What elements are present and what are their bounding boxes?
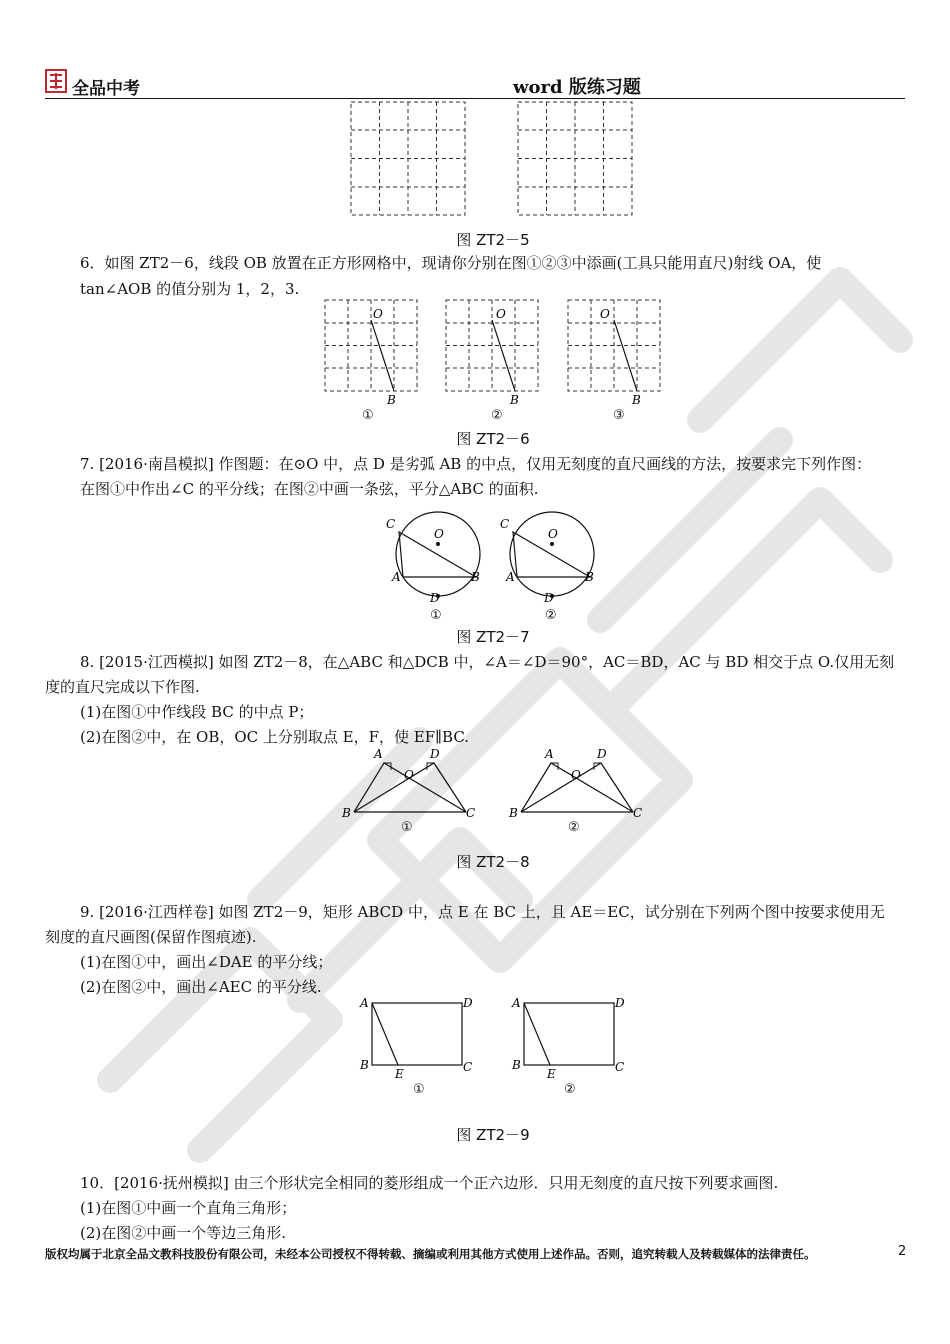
label-a: A: [545, 747, 554, 761]
caption-zt2-7: 图 ZT2－7: [456, 628, 530, 646]
figure-zt2-7-circle-1: [380, 510, 490, 605]
label-circled-2: ②: [564, 1082, 576, 1097]
q8-line-4: (2)在图②中，在 OB，OC 上分别取点 E，F，使 EF∥BC.: [80, 728, 470, 746]
header-divider: [45, 98, 905, 99]
label-e: E: [395, 1067, 404, 1081]
figure-zt2-5-grid-1: [350, 101, 470, 218]
label-b: B: [585, 570, 594, 584]
label-o: O: [571, 768, 581, 782]
figure-zt2-6-grid-2: [444, 298, 544, 408]
q10-line-3: (2)在图②中画一个等边三角形.: [80, 1224, 287, 1242]
label-c: C: [500, 517, 510, 531]
label-d: D: [430, 591, 440, 605]
page-number: 2: [898, 1244, 907, 1259]
label-b: B: [510, 393, 519, 407]
label-c: C: [466, 806, 476, 820]
figure-zt2-5-grid-2: [517, 101, 637, 218]
label-b: B: [342, 806, 351, 820]
label-d: D: [463, 996, 473, 1010]
figure-zt2-6-grid-3: [566, 298, 666, 408]
q9-line-2: 刻度的直尺画图(保留作图痕迹).: [45, 928, 257, 946]
label-circled-3: ③: [613, 408, 625, 423]
q10-line-2: (1)在图①中画一个直角三角形；: [80, 1199, 297, 1217]
label-circled-2: ②: [545, 608, 557, 623]
label-b: B: [632, 393, 641, 407]
label-b: B: [512, 1058, 521, 1072]
label-b: B: [360, 1058, 369, 1072]
figure-zt2-6-grid-1: [323, 298, 423, 408]
label-c: C: [463, 1060, 473, 1074]
label-c: C: [615, 1060, 625, 1074]
label-circled-2: ②: [491, 408, 503, 423]
label-circled-1: ①: [430, 608, 442, 623]
label-o: O: [548, 527, 558, 541]
label-o: O: [434, 527, 444, 541]
q7-line-2: 在图①中作出∠C 的平分线；在图②中画一条弦，平分△ABC 的面积.: [80, 480, 539, 498]
label-a: A: [506, 570, 515, 584]
label-c: C: [386, 517, 396, 531]
brand-logo-icon: [45, 69, 67, 93]
q9-line-1: 9. [2016·江西样卷] 如图 ZT2－9，矩形 ABCD 中，点 E 在 BC 上，且 AE＝EC，试分别在下列两个图中按要求使用无: [80, 903, 885, 921]
figure-zt2-7-circle-2: [496, 510, 606, 605]
label-b: B: [471, 570, 480, 584]
q8-line-2: 度的直尺完成以下作图.: [45, 678, 200, 696]
figure-zt2-8-triangles-2: [505, 745, 645, 825]
caption-zt2-8: 图 ZT2－8: [456, 853, 530, 871]
label-a: A: [360, 996, 369, 1010]
label-circled-1: ①: [401, 820, 413, 835]
label-d: D: [544, 591, 554, 605]
label-a: A: [512, 996, 521, 1010]
header-title: word 版练习题: [513, 77, 641, 98]
label-circled-2: ②: [568, 820, 580, 835]
label-b: B: [387, 393, 396, 407]
label-d: D: [597, 747, 607, 761]
q10-line-1: 10．[2016·抚州模拟] 由三个形状完全相同的菱形组成一个正六边形．只用无刻度的直尺按下列要求画图.: [80, 1174, 779, 1192]
figure-zt2-9-rect-2: [507, 993, 632, 1081]
q7-line-1: 7. [2016·南昌模拟] 作图题：在⊙O 中，点 D 是劣弧 AB 的中点，仅用无刻度的直尺画线的方法，按要求完下列作图：: [80, 455, 872, 473]
q8-line-1: 8. [2015·江西模拟] 如图 ZT2－8，在△ABC 和△DCB 中，∠A＝∠D＝90°，AC＝BD，AC 与 BD 相交于点 O.仅用无刻: [80, 653, 895, 671]
figure-zt2-8-triangles-1: [338, 745, 478, 825]
label-a: A: [374, 747, 383, 761]
label-o: O: [373, 307, 383, 321]
label-d: D: [430, 747, 440, 761]
label-d: D: [615, 996, 625, 1010]
caption-zt2-5: 图 ZT2－5: [456, 231, 530, 249]
label-a: A: [392, 570, 401, 584]
label-o: O: [600, 307, 610, 321]
label-e: E: [547, 1067, 556, 1081]
footer-copyright: 版权均属于北京全品文教科技股份有限公司，未经本公司授权不得转载、摘编或利用其他方式使用上述作品。否则，追究转载人及转载媒体的法律责任。: [45, 1247, 816, 1261]
label-circled-1: ①: [362, 408, 374, 423]
label-c: C: [633, 806, 643, 820]
label-o: O: [404, 768, 414, 782]
caption-zt2-6: 图 ZT2－6: [456, 430, 530, 448]
label-o: O: [496, 307, 506, 321]
q6-line-1: 6．如图 ZT2－6，线段 OB 放置在正方形网格中，现请你分别在图①②③中添画(工具只能用直尺)射线 OA，使: [80, 254, 822, 272]
q9-line-4: (2)在图②中，画出∠AEC 的平分线.: [80, 978, 322, 996]
caption-zt2-9: 图 ZT2－9: [456, 1126, 530, 1144]
header-brand: 全品中考: [72, 79, 140, 99]
q9-line-3: (1)在图①中，画出∠DAE 的平分线；: [80, 953, 333, 971]
label-circled-1: ①: [413, 1082, 425, 1097]
label-b: B: [509, 806, 518, 820]
q8-line-3: (1)在图①中作线段 BC 的中点 P；: [80, 703, 314, 721]
q6-line-2: tan∠AOB 的值分别为 1，2，3.: [80, 280, 300, 298]
figure-zt2-9-rect-1: [355, 993, 480, 1081]
